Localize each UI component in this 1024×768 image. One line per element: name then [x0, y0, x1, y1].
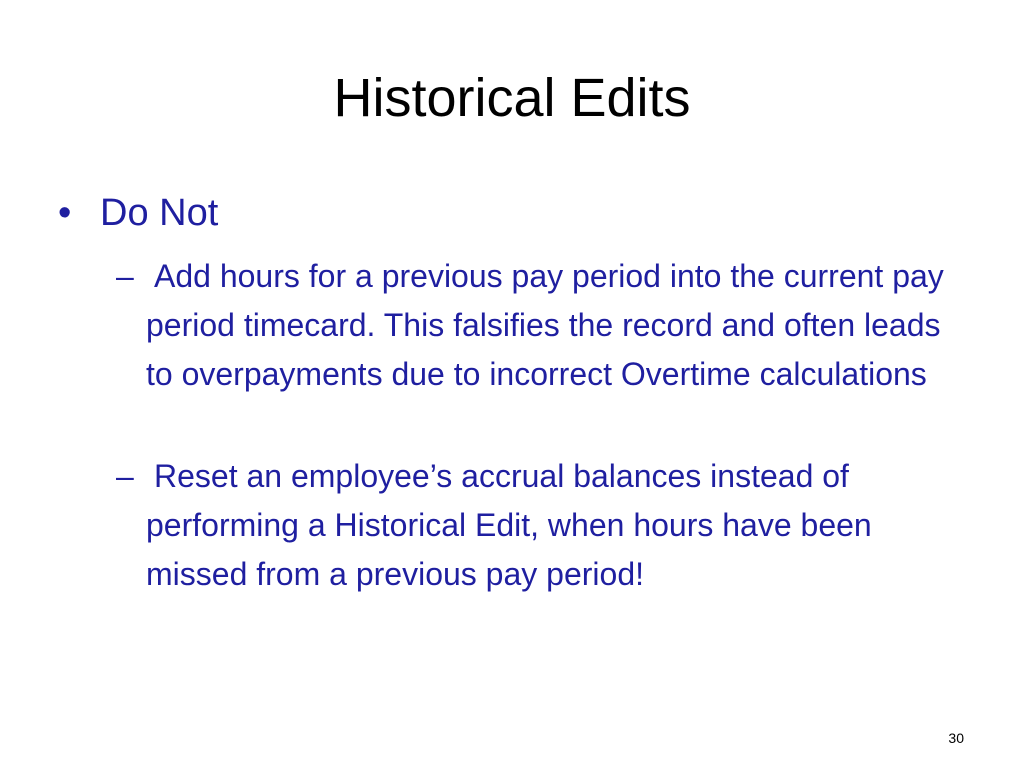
bullet-do-not: [58, 189, 218, 237]
sub-bullet-marker: –: [116, 458, 134, 494]
slide-title: Historical Edits: [333, 68, 691, 128]
bullet-label: Do Not: [100, 192, 219, 234]
sub-bullet-text: Reset an employee’s accrual balances instead of performing a Historical Edit, when hours have been missed from a previous pay period!: [146, 458, 872, 592]
sub-bullet-marker: –: [116, 258, 134, 294]
sub-bullet-text: Add hours for a previous pay period into the current pay period timecard. This falsifies the record and often leads to overpayments due to incorrect Overtime calculations: [146, 258, 944, 392]
sub-bullet-add-hours: [116, 252, 946, 399]
page-number: 30: [948, 730, 964, 746]
bullet-marker: •: [58, 192, 72, 234]
sub-bullet-reset-accrual: [116, 452, 946, 599]
